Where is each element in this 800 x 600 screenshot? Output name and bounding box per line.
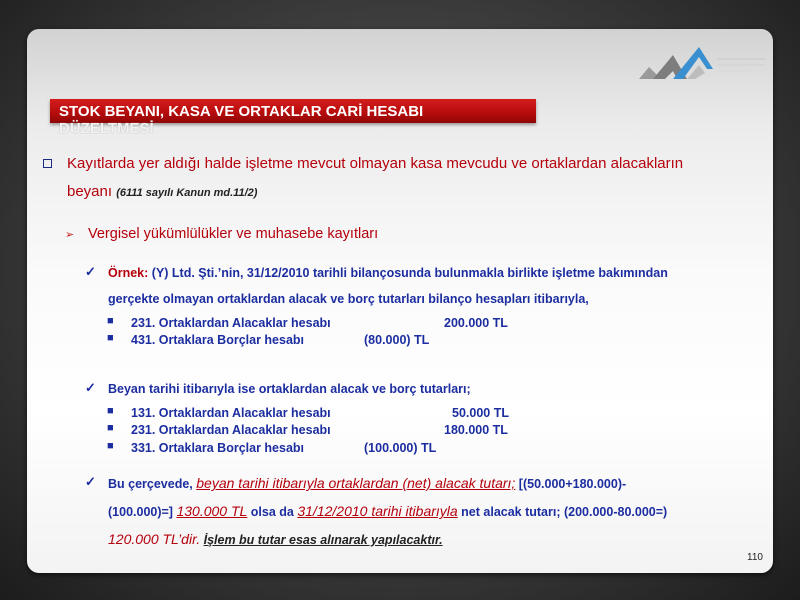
conclusion-part: net alacak tutarı; (200.000-80.000=) <box>461 505 668 519</box>
law-reference: (6111 sayılı Kanun md.11/2) <box>116 187 258 199</box>
main-bullet-word: beyanı <box>67 183 113 200</box>
conclusion-part: olsa da <box>250 505 294 519</box>
title-line-2: DÜZELTMESİ <box>59 120 154 137</box>
conclusion-result: 120.000 TL’dir. <box>108 531 201 547</box>
check-bullet-icon: ✓ <box>85 474 96 489</box>
conclusion-line-3 <box>108 531 443 547</box>
page-title <box>59 103 519 137</box>
conclusion-note: İşlem bu tutar esas alınarak yapılacaktır. <box>203 533 443 547</box>
arrow-bullet-icon: ➢ <box>65 229 75 241</box>
conclusion-line-1 <box>108 475 626 491</box>
sub-heading: Vergisel yükümlülükler ve muhasebe kayıtları <box>88 226 379 242</box>
dot-bullet-icon: ■ <box>107 332 114 344</box>
conclusion-part: (100.000)=] <box>108 505 173 519</box>
example-text-1: (Y) Ltd. Şti.’nin, 31/12/2010 tarihli bilançosunda bulunmakla birlikte işletme bakımından <box>151 266 668 280</box>
page-number: 110 <box>747 552 763 563</box>
slide <box>27 29 773 573</box>
declaration-text: Beyan tarihi itibarıyla ise ortaklardan alacak ve borç tutarları; <box>108 382 471 396</box>
account-name: 331. Ortaklara Borçlar hesabı <box>131 441 305 455</box>
check-bullet-icon: ✓ <box>85 264 96 279</box>
main-bullet-line-1: Kayıtlarda yer aldığı halde işletme mevcut olmayan kasa mevcudu ve ortaklardan alacakların <box>67 155 684 172</box>
account-name: 231. Ortaklardan Alacaklar hesabı <box>131 423 331 437</box>
dot-bullet-icon: ■ <box>107 405 114 417</box>
example-label: Örnek: <box>108 266 149 280</box>
example-line-1 <box>108 266 668 280</box>
account-name: 131. Ortaklardan Alacaklar hesabı <box>131 406 331 420</box>
account-name: 231. Ortaklardan Alacaklar hesabı <box>131 316 331 330</box>
account-amount: 200.000 TL <box>444 316 508 330</box>
account-amount: 180.000 TL <box>444 423 508 437</box>
account-amount: (80.000) TL <box>364 333 430 347</box>
conclusion-part: Bu çerçevede, <box>108 477 193 491</box>
square-bullet-icon <box>43 159 52 168</box>
dot-bullet-icon: ■ <box>107 422 114 434</box>
conclusion-highlight: 130.000 TL <box>176 503 248 519</box>
conclusion-highlight: 31/12/2010 tarihi itibarıyla <box>297 503 458 519</box>
example-line-2: gerçekte olmayan ortaklardan alacak ve borç tutarları bilanço hesapları itibarıyla, <box>108 292 589 306</box>
main-bullet-line-2 <box>67 183 257 200</box>
dot-bullet-icon: ■ <box>107 440 114 452</box>
account-amount: (100.000) TL <box>364 441 437 455</box>
conclusion-highlight: beyan tarihi itibarıyla ortaklardan (net) alacak tutarı; <box>196 475 516 491</box>
company-logo <box>639 39 769 87</box>
check-bullet-icon: ✓ <box>85 380 96 395</box>
account-amount: 50.000 TL <box>452 406 509 420</box>
account-name: 431. Ortaklara Borçlar hesabı <box>131 333 305 347</box>
conclusion-part: [(50.000+180.000)- <box>518 477 627 491</box>
conclusion-line-2 <box>108 503 667 519</box>
dot-bullet-icon: ■ <box>107 315 114 327</box>
title-line-1: STOK BEYANI, KASA VE ORTAKLAR CARİ HESABI <box>59 103 424 120</box>
